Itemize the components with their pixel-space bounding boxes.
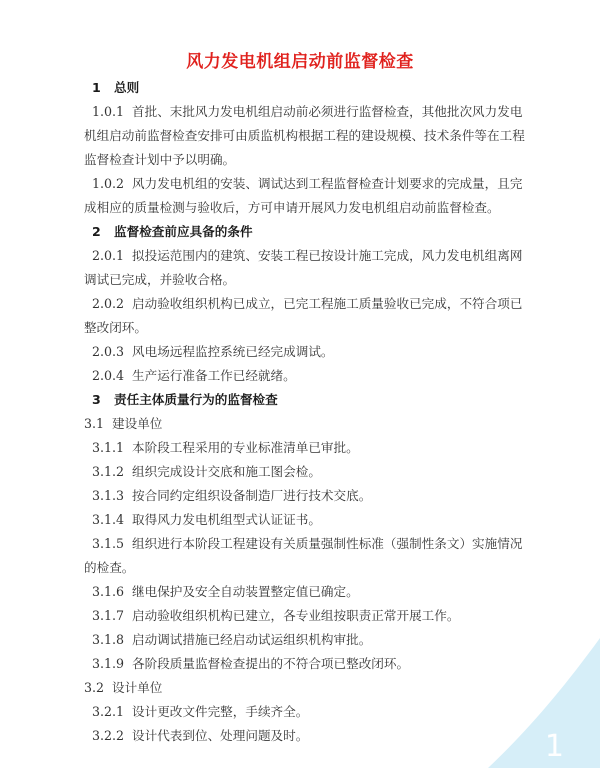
clause-number: 2.0.1 xyxy=(92,248,125,263)
clause-3-1-7 xyxy=(92,608,459,624)
clause-1-0-1-cont: 机组启动前监督检查安排可由质监机构根据工程的建设规模、技术条件等在工程 xyxy=(84,128,525,143)
clause-number: 3.1.3 xyxy=(92,488,125,503)
clause-number: 3.1.7 xyxy=(92,608,125,623)
section-number: 1 xyxy=(92,80,101,95)
clause-2-0-1-cont: 调试已完成，并验收合格。 xyxy=(84,272,236,287)
clause-number: 1.0.2 xyxy=(92,176,125,191)
clause-1-0-2-cont: 成相应的质量检测与验收后，方可申请开展风力发电机组启动前监督检查。 xyxy=(84,200,500,215)
clause-3-2-2 xyxy=(92,728,308,744)
clause-number: 2.0.4 xyxy=(92,368,125,383)
clause-text: 取得风力发电机组型式认证证书。 xyxy=(132,512,321,527)
section-number: 2 xyxy=(92,224,101,239)
section-title: 总则 xyxy=(114,80,140,95)
clause-text: 启动调试措施已经启动试运组织机构审批。 xyxy=(132,632,372,647)
section-number: 3 xyxy=(92,392,101,407)
clause-3-1-5 xyxy=(92,536,522,552)
section-title: 监督检查前应具备的条件 xyxy=(114,224,253,239)
clause-text: 生产运行准备工作已经就绪。 xyxy=(132,368,296,383)
clause-number: 3.1.2 xyxy=(92,464,125,479)
subsection-title: 建设单位 xyxy=(112,416,163,431)
clause-number: 3.2.1 xyxy=(92,704,125,719)
clause-number: 2.0.2 xyxy=(92,296,125,311)
clause-number: 3.1.5 xyxy=(92,536,125,551)
clause-2-0-1 xyxy=(92,248,522,264)
page-number: 1 xyxy=(544,729,564,764)
clause-text: 按合同约定组织设备制造厂进行技术交底。 xyxy=(132,488,372,503)
clause-3-1-6 xyxy=(92,584,359,600)
clause-3-1-1 xyxy=(92,440,359,456)
clause-text: 组织完成设计交底和施工图会检。 xyxy=(132,464,321,479)
clause-number: 1.0.1 xyxy=(92,104,125,119)
clause-text: 拟投运范围内的建筑、安装工程已按设计施工完成，风力发电机组离网 xyxy=(132,248,523,263)
clause-number: 2.0.3 xyxy=(92,344,125,359)
clause-2-0-3 xyxy=(92,344,334,360)
clause-text: 组织进行本阶段工程建设有关质量强制性标准（强制性条文）实施情况 xyxy=(132,536,523,551)
subsection-heading-3-1 xyxy=(84,416,162,432)
document-title: 风力发电机组启动前监督检查 xyxy=(186,52,414,72)
clause-text: 继电保护及安全自动装置整定值已确定。 xyxy=(132,584,359,599)
subsection-title: 设计单位 xyxy=(112,680,163,695)
clause-number: 3.1.9 xyxy=(92,656,125,671)
clause-2-0-2-cont: 整改闭环。 xyxy=(84,320,147,335)
clause-number: 3.1.6 xyxy=(92,584,125,599)
section-heading-3 xyxy=(92,392,278,408)
clause-3-1-3 xyxy=(92,488,371,504)
clause-text: 风电场远程监控系统已经完成调试。 xyxy=(132,344,334,359)
clause-2-0-4 xyxy=(92,368,296,384)
clause-3-1-8 xyxy=(92,632,371,648)
clause-1-0-2 xyxy=(92,176,522,192)
clause-3-1-4 xyxy=(92,512,321,528)
clause-number: 3.1.8 xyxy=(92,632,125,647)
page-corner-decoration xyxy=(480,638,600,768)
clause-3-1-2 xyxy=(92,464,321,480)
section-heading-1 xyxy=(92,80,139,96)
clause-text: 启动验收组织机构已建立，各专业组按职责正常开展工作。 xyxy=(132,608,460,623)
clause-text: 设计代表到位、处理问题及时。 xyxy=(132,728,309,743)
section-heading-2 xyxy=(92,224,253,240)
clause-text: 设计更改文件完整，手续齐全。 xyxy=(132,704,309,719)
clause-text: 各阶段质量监督检查提出的不符合项已整改闭环。 xyxy=(132,656,410,671)
clause-text: 启动验收组织机构已成立，已完工程施工质量验收已完成，不符合项已 xyxy=(132,296,523,311)
clause-number: 3.2.2 xyxy=(92,728,125,743)
subsection-number: 3.2 xyxy=(84,680,105,695)
clause-2-0-2 xyxy=(92,296,522,312)
clause-number: 3.1.1 xyxy=(92,440,125,455)
subsection-heading-3-2 xyxy=(84,680,162,696)
subsection-number: 3.1 xyxy=(84,416,105,431)
clause-text: 首批、末批风力发电机组启动前必须进行监督检查，其他批次风力发电 xyxy=(132,104,523,119)
clause-3-1-9 xyxy=(92,656,409,672)
clause-text: 本阶段工程采用的专业标准清单已审批。 xyxy=(132,440,359,455)
clause-text: 风力发电机组的安装、调试达到工程监督检查计划要求的完成量，且完 xyxy=(132,176,523,191)
clause-1-0-1-cont: 监督检查计划中予以明确。 xyxy=(84,152,236,167)
clause-3-1-5-cont: 的检查。 xyxy=(84,560,135,575)
clause-3-2-1 xyxy=(92,704,308,720)
section-title: 责任主体质量行为的监督检查 xyxy=(114,392,278,407)
clause-number: 3.1.4 xyxy=(92,512,125,527)
clause-1-0-1 xyxy=(92,104,522,120)
